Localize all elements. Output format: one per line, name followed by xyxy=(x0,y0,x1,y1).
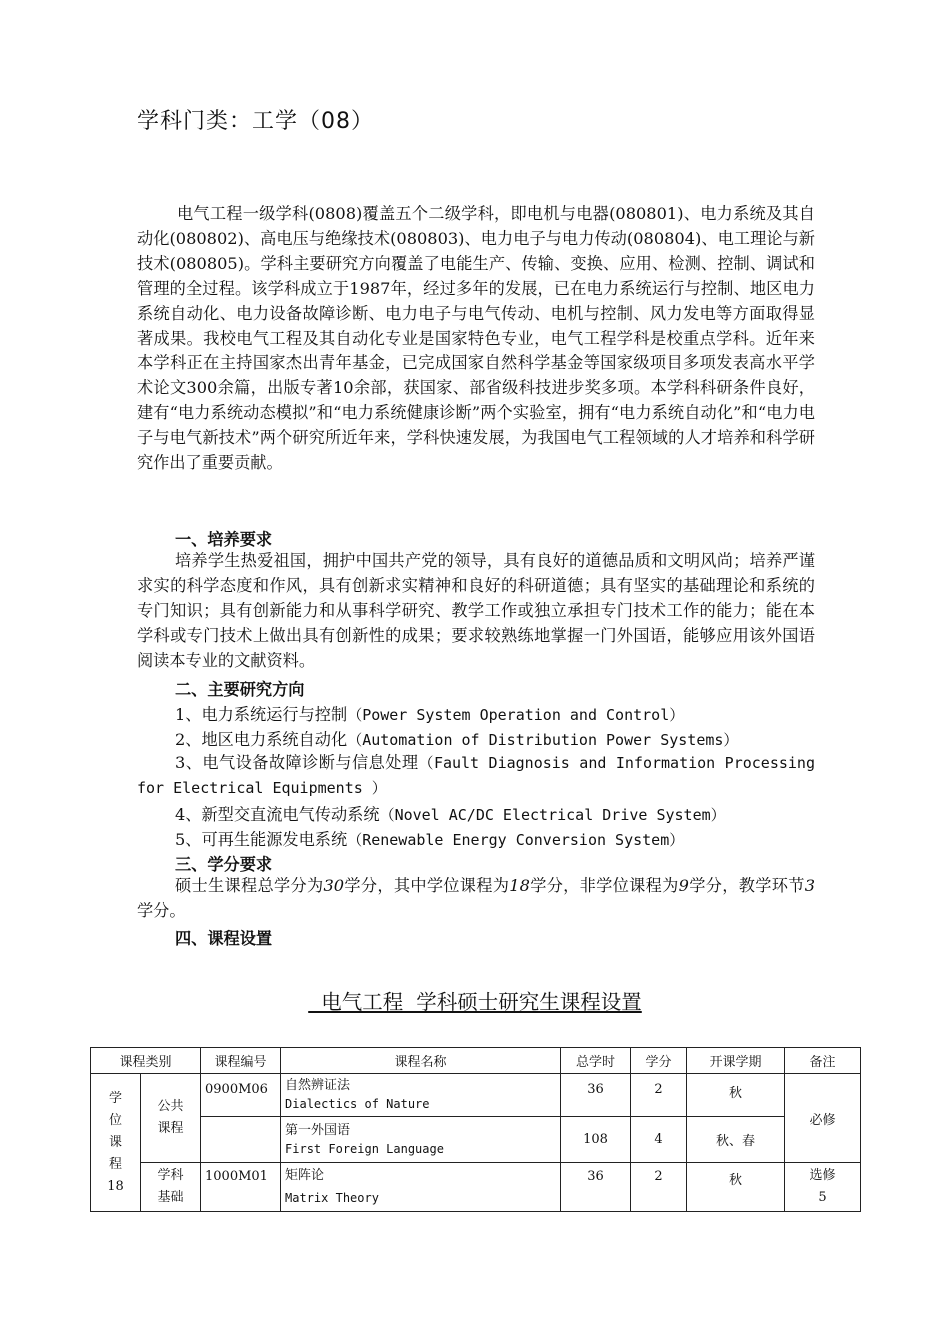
course-name: 矩阵论 Matrix Theory xyxy=(281,1163,561,1212)
header-note: 备注 xyxy=(785,1048,861,1074)
section-2-title: 二、主要研究方向 xyxy=(175,680,305,699)
header-name: 课程名称 xyxy=(281,1048,561,1074)
table-title xyxy=(0,985,950,1015)
header-credit: 学分 xyxy=(631,1048,687,1074)
training-requirements-text: 培养学生热爱祖国，拥护中国共产党的领导，具有良好的道德品质和文明风尚；培养严谨求实的科学态度和作风，具有创新求实精神和良好的科研道德；具有坚实的基础理论和系统的专门知识；具有创新能力和从事科学研究、教学工作或独立承担专门技术工作的能力；能在本学科或专门技术上做出具有创新性的成果；要求较熟练地掌握一门外国语，能够应用该外国语阅读本专业的文献资料。 xyxy=(137,551,815,670)
direction-1-cn: 1、电力系统运行与控制 xyxy=(175,705,348,724)
direction-2-en: （Automation of Distribution Power Systems） xyxy=(347,731,739,749)
note-elective: 选修 5 xyxy=(785,1163,861,1212)
course-code: 0900M06 xyxy=(201,1074,281,1117)
table-header-row xyxy=(91,1048,861,1074)
credits-nondegree: 9 xyxy=(678,876,689,895)
direction-5-en: （Renewable Energy Conversion System） xyxy=(347,831,685,849)
section-4-title: 四、课程设置 xyxy=(175,929,273,948)
subgroup-public: 公共 课程 xyxy=(141,1074,201,1163)
table-row xyxy=(91,1074,861,1117)
course-term: 秋 xyxy=(687,1074,785,1117)
direction-4-en: （Novel AC/DC Electrical Drive System） xyxy=(379,806,726,824)
course-name: 第一外国语 First Foreign Language xyxy=(281,1117,561,1163)
note-required: 必修 xyxy=(785,1074,861,1163)
direction-3-cn: 3、电气设备故障诊断与信息处理 xyxy=(175,753,419,772)
course-credit: 2 xyxy=(631,1163,687,1212)
group-degree-courses: 学 位 课 程 18 xyxy=(91,1074,141,1212)
header-code: 课程编号 xyxy=(201,1048,281,1074)
direction-item-1 xyxy=(175,701,684,725)
course-credit: 4 xyxy=(631,1117,687,1163)
course-name: 自然辨证法 Dialectics of Nature xyxy=(281,1074,561,1117)
subgroup-basic: 学科 基础 xyxy=(141,1163,201,1212)
subject-category: 学科门类：工学（08） xyxy=(137,109,374,134)
credits-practice: 3 xyxy=(804,876,816,895)
course-credit: 2 xyxy=(631,1074,687,1117)
direction-item-5 xyxy=(175,826,684,850)
course-hours: 36 xyxy=(561,1163,631,1212)
header-category: 课程类别 xyxy=(91,1048,201,1074)
table-row xyxy=(91,1117,861,1163)
table-row xyxy=(91,1163,861,1212)
course-hours: 108 xyxy=(561,1117,631,1163)
section-1-body xyxy=(137,549,815,674)
section-3-title: 三、学分要求 xyxy=(175,855,273,874)
credits-paragraph xyxy=(137,874,815,924)
direction-2-cn: 2、地区电力系统自动化 xyxy=(175,730,348,749)
direction-5-cn: 5、可再生能源发电系统 xyxy=(175,830,348,849)
course-hours: 36 xyxy=(561,1074,631,1117)
credits-text: 硕士生课程总学分为30学分，其中学位课程为18学分，非学位课程为9学分，教学环节3学分。 xyxy=(137,876,816,920)
intro-paragraph xyxy=(137,202,815,476)
direction-1-en: （Power System Operation and Control） xyxy=(347,706,685,724)
direction-item-4 xyxy=(175,801,726,825)
direction-item-3 xyxy=(137,751,815,801)
credits-degree: 18 xyxy=(509,876,530,895)
header-hours: 总学时 xyxy=(561,1048,631,1074)
direction-4-cn: 4、新型交直流电气传动系统 xyxy=(175,805,380,824)
course-table xyxy=(90,1047,861,1212)
direction-item-2 xyxy=(175,726,738,750)
credits-total: 30 xyxy=(323,876,345,895)
intro-text: 电气工程一级学科(0808)覆盖五个二级学科，即电机与电器(080801)、电力系统及其自动化(080802)、高电压与绝缘技术(080803)、电力电子与电力传动(080804)、电工理论与新技术(080805)。学科主要研究方向覆盖了电能生产、传输、变换、应用、检测、控制、调试和管理的全过程。该学科成立于1987年，经过多年的发展，已在电力系统运行与控制、地区电力系统自动化、电力设备故障诊断、电力电子与电气传动、电机与控制、风力发电等方面取得显著成果。我校电气工程及其自动化专业是国家特色专业，电气工程学科是校重点学科。近年来本学科正在主持国家杰出青年基金，已完成国家自然科学基金等国家级项目多项发表高水平学术论文300余篇，出版专著10余部，获国家、部省级科技进步奖多项。本学科科研条件良好，建有“电力系统动态模拟”和“电力系统健康诊断”两个实验室，拥有“电力系统自动化”和“电力电子与电气新技术”两个研究所近年来，学科快速发展，为我国电气工程领域的人才培养和科学研究作出了重要贡献。 xyxy=(137,204,815,473)
course-code xyxy=(201,1117,281,1163)
direction-3-en: （Fault Diagnosis and Information Processing for Electrical Equipments ） xyxy=(137,754,815,797)
header-term: 开课学期 xyxy=(687,1048,785,1074)
course-term: 秋 xyxy=(687,1163,785,1212)
course-code: 1000M01 xyxy=(201,1163,281,1212)
table-title-text: 电气工程 学科硕士研究生课程设置 xyxy=(308,990,642,1014)
section-1-title: 一、培养要求 xyxy=(175,530,273,549)
course-term: 秋、春 xyxy=(687,1117,785,1163)
